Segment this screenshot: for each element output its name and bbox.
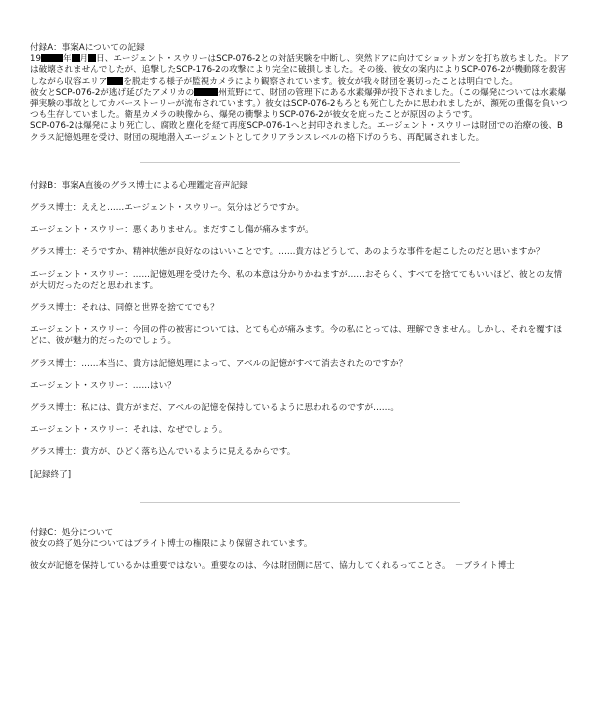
transcript-line: グラス博士：ええと……エージェント・スウリー。気分はどうですか。 (30, 203, 305, 214)
transcript-line: グラス博士：私には、貴方がまだ、アベルの記憶を保持しているように思われるのですが……。 (30, 403, 399, 414)
transcript-line: グラス博士：そうですか、精神状態が良好なのはいいことです。……貴方はどうして、あのような事件を起こしたのだと思いますか？ (30, 247, 545, 258)
transcript-line: グラス博士：貴方が、ひどく落ち込んでいるように見えるからです。 (30, 447, 296, 458)
transcript-line: エージェント・スウリー：……はい？ (30, 380, 176, 391)
redaction-bar (194, 88, 218, 96)
transcript-line: グラス博士：……本当に、貴方は記憶処理によって、アベルの記憶がすべて消去されたのですか？ (30, 358, 408, 369)
appendix-a-paragraph-1 (30, 54, 570, 88)
redaction-bar (72, 54, 80, 62)
section-divider (140, 162, 460, 163)
appendix-a-paragraph-2 (30, 88, 570, 122)
transcript-line: グラス博士：それは、同僚と世界を捨ててでも？ (30, 303, 219, 314)
redaction-bar (107, 77, 115, 85)
redaction-bar (41, 54, 63, 62)
appendix-c-title: 付録C：処分について (30, 527, 114, 538)
redaction-bar (88, 54, 96, 62)
transcript-line: エージェント・スウリー：今回の件の被害については、とても心が痛みます。今の私にとっては、理解できません。しかし、それを覆すほどに、彼が魅力的だったのでしょう。 (30, 325, 562, 347)
appendix-c-line-1: 彼女の終了処分についてはブライト博士の権限により保留されています。 (30, 539, 313, 550)
date-year-suffix: 年 (62, 54, 72, 65)
appendix-a-text-2-pre: 彼女とSCP-076-2が逃げ延びたアメリカの (30, 87, 195, 98)
appendix-b-title: 付録B：事案A直後のグラス博士による心理鑑定音声記録 (30, 180, 248, 191)
date-prefix: 19 (30, 54, 41, 65)
transcript-line: エージェント・スウリー：……記憶処理を受けた今、私の本意は分かりかねますが……おそらく、すべてを捨ててもいいほど、彼との友情が大切だったのだと思われます。 (30, 269, 563, 291)
date-month-suffix: 月 (79, 54, 89, 65)
appendix-a-title: 付録A：事案Aについての記録 (30, 43, 145, 53)
appendix-a-text-2: 州荒野にて、財団の管理下にある水素爆弾が投下されました。（この爆発については水素爆弾実験の事故としてカバーストーリーが流布されています。）彼女はSCP-076-2もろとも死亡したかに思われましたが、瀕死の重傷を負いつつも生存していました。衛星カメラの映像から、爆発の衝撃よりSCP-076-2が彼女を庇ったことが原因のようです。 (30, 87, 568, 121)
bright-quote: 彼女が記憶を保持しているかは重要ではない。重要なのは、今は財団側に居て、協力してくれるってことさ。 －ブライト博士 (30, 561, 515, 572)
transcript-line: エージェント・スウリー：それは、なぜでしょう。 (30, 425, 228, 436)
document-page (30, 43, 570, 572)
appendix-a-text-1: 日、エージェント・スウリーはSCP-076-2との対話実験を中断し、突然ドアに向けてショットガンを打ち放ちました。ドアは破壊されませんでしたが、追撃したSCP-176-2の攻撃により完全に破損しました。その後、彼女の案内によりSCP-076-2が機動隊を殺害しながら収容エリア (30, 54, 570, 87)
appendix-a-text-1-tail: を脱走する様子が監視カメラにより観察されています。彼女が我々財団を裏切ったことは明白でした。 (123, 76, 518, 87)
appendix-a-paragraph-3: SCP-076-2は爆発により死亡し、腐敗と塵化を経て再度SCP-076-1へと封印されました。エージェント・スウリーは財団での治療の後、Bクラス記憶処理を受け、財団の現地潜入エージェントとしてクリアランスレベルの格下げのうち、再配属されました。 (30, 121, 563, 143)
transcript-line: エージェント・スウリー：悪くありません。まだすこし傷が痛みますが。 (30, 225, 314, 236)
record-end-marker: [記録終了] (30, 469, 72, 480)
section-divider (140, 502, 460, 503)
